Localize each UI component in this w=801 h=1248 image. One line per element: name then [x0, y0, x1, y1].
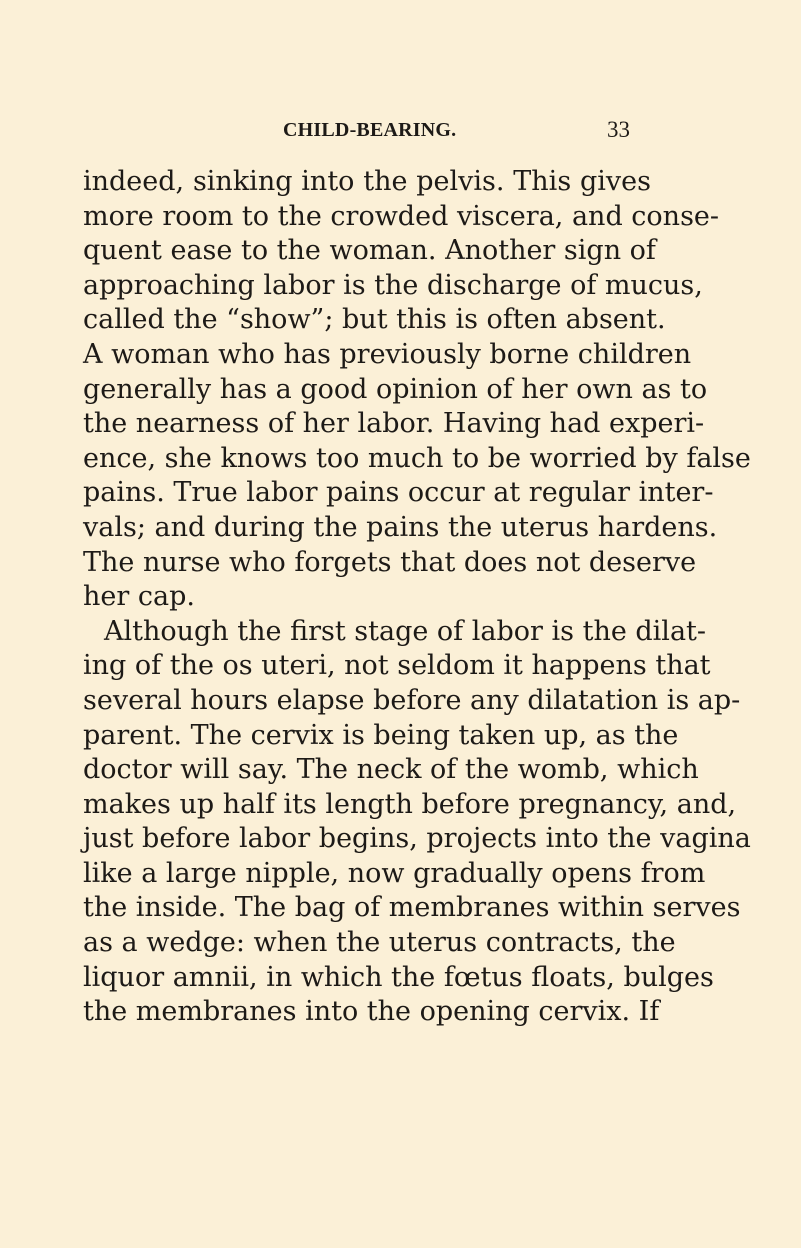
- text-line: liquor amnii, in which the fœtus floats, bulges: [83, 961, 714, 993]
- text-line: ence, she knows too much to be worried by false: [83, 442, 751, 474]
- text-line: the inside. The bag of membranes within serves: [83, 892, 741, 924]
- text-line: the nearness of her labor. Having had experi-: [83, 408, 705, 440]
- text-line: quent ease to the woman. Another sign of: [83, 235, 656, 267]
- text-line: like a large nipple, now gradually opens from: [83, 857, 706, 889]
- text-line: as a wedge: when the uterus contracts, the: [83, 927, 676, 959]
- body-text: [83, 165, 751, 1028]
- text-line: generally has a good opinion of her own as to: [83, 373, 708, 405]
- text-line: doctor will say. The neck of the womb, which: [83, 754, 699, 786]
- text-line: called the “show”; but this is often absent.: [83, 304, 666, 336]
- text-line: vals; and during the pains the uterus hardens.: [83, 511, 718, 543]
- text-line: the membranes into the opening cervix. If: [83, 996, 660, 1028]
- text-line: parent. The cervix is being taken up, as the: [83, 719, 679, 751]
- text-line: indeed, sinking into the pelvis. This gives: [83, 166, 651, 197]
- text-line: makes up half its length before pregnancy, and,: [83, 788, 737, 820]
- text-line: pains. True labor pains occur at regular inter-: [83, 477, 714, 509]
- paragraph-end-line: her cap.: [83, 581, 195, 613]
- text-line: more room to the crowded viscera, and conse-: [83, 200, 720, 232]
- text-line: just before labor begins, projects into the vagina: [83, 823, 751, 855]
- page-number: 33: [607, 117, 630, 142]
- text-line: several hours elapse before any dilatation is ap-: [83, 684, 741, 716]
- paragraph-start-line: Although the first stage of labor is the dilat-: [104, 615, 707, 647]
- text-line: ing of the os uteri, not seldom it happens that: [83, 650, 711, 682]
- text-line: approaching labor is the discharge of mucus,: [83, 269, 703, 301]
- running-head: CHILD-BEARING.: [283, 119, 457, 141]
- page-header: [0, 118, 801, 148]
- text-line: The nurse who forgets that does not deserve: [83, 546, 697, 578]
- text-line: A woman who has previously borne children: [83, 338, 692, 370]
